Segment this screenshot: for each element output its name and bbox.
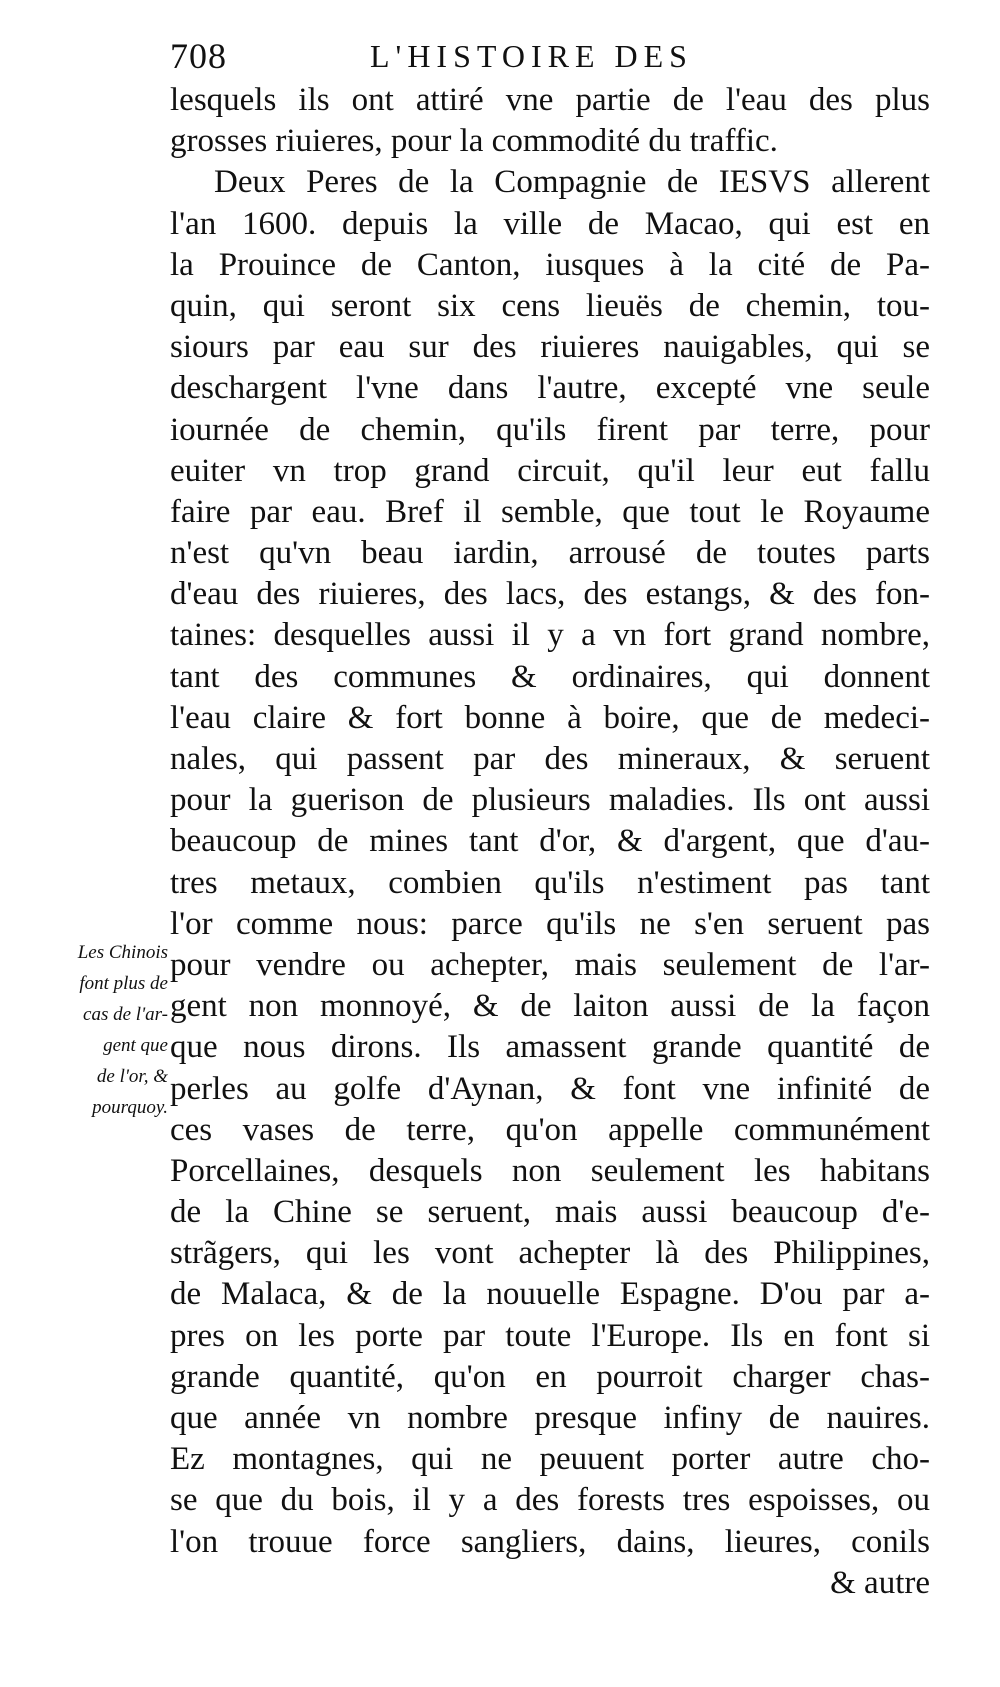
- text-line: l'eau claire & fort bonne à boire, que de medeci-: [170, 699, 930, 736]
- text-line: iournée de chemin, qu'ils firent par terre, pour: [170, 411, 930, 448]
- body-text: [170, 80, 930, 1604]
- text-line: euiter vn trop grand circuit, qu'il leur eut fallu: [170, 452, 930, 489]
- marginal-note-line: cas de l'ar-: [83, 1004, 168, 1025]
- text-line: lesquels ils ont attiré vne partie de l'eau des plus: [170, 82, 930, 118]
- text-line: Porcellaines, desquels non seulement les habitans: [170, 1152, 930, 1189]
- text-line: d'eau des riuieres, des lacs, des estangs, & des fon-: [170, 576, 930, 613]
- text-line: tres metaux, combien qu'ils n'estiment pas tant: [170, 864, 930, 901]
- text-line: pour vendre ou achepter, mais seulement de l'ar-: [170, 946, 930, 983]
- text-line: strãgers, qui les vont achepter là des Philippines,: [170, 1235, 930, 1272]
- text-line: nales, qui passent par des mineraux, & seruent: [170, 741, 930, 777]
- text-line: quin, qui seront six cens lieuës de chemin, tou-: [170, 287, 930, 324]
- marginal-note-line: de l'or, &: [96, 1066, 168, 1087]
- text-line: deschargent l'vne dans l'autre, excepté vne seule: [170, 370, 930, 407]
- text-line: de la Chine se seruent, mais aussi beaucoup d'e-: [170, 1194, 930, 1231]
- page-header: [170, 28, 940, 84]
- marginal-note-line: pourquoy.: [92, 1097, 168, 1118]
- text-line: grosses riuieres, pour la commodité du traffic.: [170, 123, 778, 160]
- text-line: pour la guerison de plusieurs maladies. Ils ont aussi: [170, 782, 930, 819]
- text-line: perles au golfe d'Aynan, & font vne infinité de: [170, 1070, 930, 1107]
- marginal-note-line: font plus de: [79, 973, 168, 994]
- text-line: Deux Peres de la Compagnie de IESVS allerent: [214, 164, 930, 201]
- page-number: 708: [170, 36, 227, 76]
- marginal-note: [40, 937, 168, 1123]
- text-line: se que du bois, il y a des forests tres espoisses, ou: [170, 1482, 930, 1519]
- text-line: que nous dirons. Ils amassent grande quantité de: [170, 1029, 930, 1066]
- text-line: tant des communes & ordinaires, qui donnent: [170, 658, 930, 695]
- text-line: siours par eau sur des riuieres nauigables, qui se: [170, 329, 930, 366]
- marginal-note-line: gent que: [103, 1035, 168, 1056]
- text-line: l'an 1600. depuis la ville de Macao, qui est en: [170, 205, 930, 242]
- text-line: l'or comme nous: parce qu'ils ne s'en seruent pas: [170, 905, 930, 942]
- text-line: grande quantité, qu'on en pourroit charger chas-: [170, 1358, 930, 1395]
- text-line: que année vn nombre presque infiny de nauires.: [170, 1400, 930, 1436]
- text-line: ces vases de terre, qu'on appelle communément: [170, 1111, 930, 1148]
- text-line: n'est qu'vn beau iardin, arrousé de toutes parts: [170, 535, 930, 572]
- text-line: pres on les porte par toute l'Europe. Ils en font si: [170, 1317, 930, 1354]
- text-line: la Prouince de Canton, iusques à la cité de Pa-: [170, 246, 930, 283]
- marginal-note-line: Les Chinois: [77, 942, 168, 963]
- running-head: L'HISTOIRE DES: [370, 38, 693, 74]
- catchword: & autre: [830, 1564, 930, 1601]
- text-line: faire par eau. Bref il semble, que tout le Royaume: [170, 493, 930, 530]
- text-line: de Malaca, & de la nouuelle Espagne. D'ou par a-: [170, 1276, 930, 1313]
- text-line: Ez montagnes, qui ne peuuent porter autre cho-: [170, 1441, 930, 1478]
- text-line: beaucoup de mines tant d'or, & d'argent, que d'au-: [170, 823, 930, 860]
- text-line: gent non monnoyé, & de laiton aussi de la façon: [170, 988, 930, 1025]
- text-line: l'on trouue force sangliers, dains, lieures, conils: [170, 1523, 930, 1560]
- text-line: taines: desquelles aussi il y a vn fort grand nombre,: [170, 617, 930, 654]
